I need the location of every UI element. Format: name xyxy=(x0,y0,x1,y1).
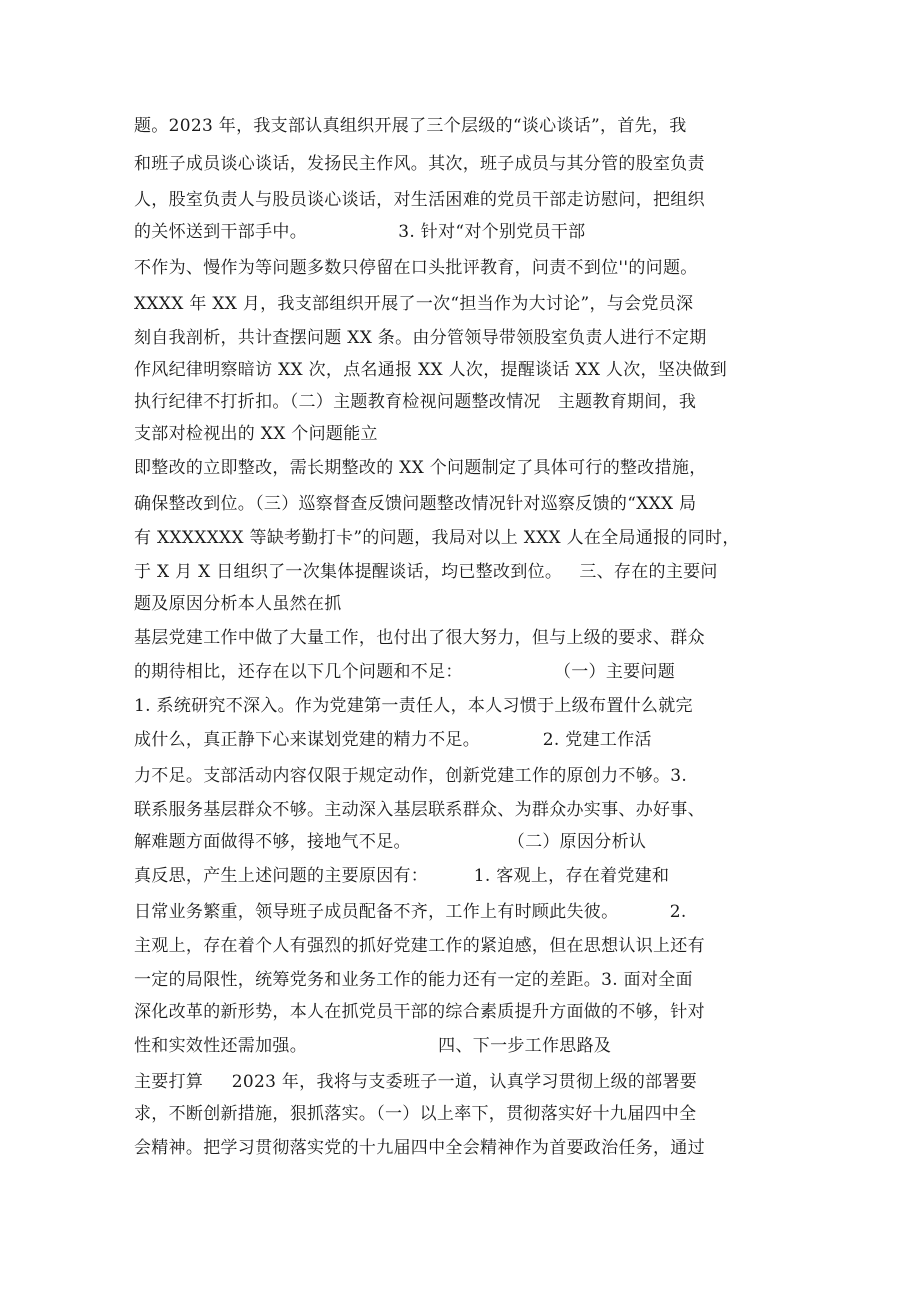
text-line: 不作为、慢作为等问题多数只停留在口头批评教育，问责不到位''的问题。 xyxy=(134,258,698,278)
text-line: 作风纪律明察暗访 XX 次，点名通报 XX 人次，提醒谈话 XX 人次，坚决做到 xyxy=(134,360,728,380)
text-line: 支部对检视出的 XX 个问题能立 xyxy=(134,424,378,444)
text-line: 人，股室负责人与股员谈心谈话，对生活困难的党员干部走访慰问，把组织 xyxy=(134,190,705,210)
text-line: 成什么，真正静下心来谋划党建的精力不足。 2. 党建工作活 xyxy=(134,730,652,750)
text-line: 的期待相比，还存在以下几个问题和不足： （一）主要问题 xyxy=(134,662,676,682)
text-line: 刻自我剖析，共计查摆问题 XX 条。由分管领导带领股室负责人进行不定期 xyxy=(134,328,707,348)
text-line: 真反思，产生上述问题的主要原因有： 1. 客观上，存在着党建和 xyxy=(134,866,670,886)
text-line: 求，不断创新措施，狠抓落实。（一）以上率下，贯彻落实好十九届四中全 xyxy=(134,1104,697,1124)
text-line: 日常业务繁重，领导班子成员配备不齐，工作上有时顾此失彼。 2. xyxy=(134,902,687,922)
text-line: 1. 系统研究不深入。作为党建第一责任人，本人习惯于上级布置什么就完 xyxy=(134,696,693,716)
text-line: 联系服务基层群众不够。主动深入基层联系群众、为群众办实事、办好事、 xyxy=(134,800,705,820)
text-line: 基层党建工作中做了大量工作，也付出了很大努力，但与上级的要求、群众 xyxy=(134,628,705,648)
text-line: 和班子成员谈心谈话，发扬民主作风。其次，班子成员与其分管的股室负责 xyxy=(134,154,705,174)
text-line: 有 XXXXXXX 等缺考勤打卡”的问题，我局对以上 XXX 人在全局通报的同时， xyxy=(134,528,740,548)
text-line: 的关怀送到干部手中。 3. 针对“对个别党员干部 xyxy=(134,222,586,242)
text-line: 深化改革的新形势，本人在抓党员干部的综合素质提升方面做的不够，针对 xyxy=(134,1002,705,1022)
text-line: 题及原因分析本人虽然在抓 xyxy=(134,594,342,614)
text-line: 会精神。把学习贯彻落实党的十九届四中全会精神作为首要政治任务，通过 xyxy=(134,1138,705,1158)
text-line: 主要打算 2023 年，我将与支委班子一道，认真学习贯彻上级的部署要 xyxy=(134,1072,698,1092)
text-line: 于 X 月 X 日组织了一次集体提醒谈话，均已整改到位。 三、存在的主要问 xyxy=(134,562,718,582)
text-line: 力不足。支部活动内容仅限于规定动作，创新党建工作的原创力不够。3. xyxy=(134,766,688,786)
text-line: 解难题方面做得不够，接地气不足。 （二）原因分析认 xyxy=(134,832,647,852)
text-line: 题。2023 年，我支部认真组织开展了三个层级的“谈心谈话”，首先，我 xyxy=(134,116,687,136)
text-line: 主观上，存在着个人有强烈的抓好党建工作的紧迫感，但在思想认识上还有 xyxy=(134,936,705,956)
text-line: 性和实效性还需加强。 四、下一步工作思路及 xyxy=(134,1036,612,1056)
text-line: 确保整改到位。（三）巡察督查反馈问题整改情况针对巡察反馈的“XXX 局 xyxy=(134,494,697,514)
text-line: 即整改的立即整改，需长期整改的 XX 个问题制定了具体可行的整改措施， xyxy=(134,458,707,478)
text-line: XXXX 年 XX 月，我支部组织开展了一次“担当作为大讨论”，与会党员深 xyxy=(134,294,694,314)
text-line: 执行纪律不打折扣。（二）主题教育检视问题整改情况 主题教育期间，我 xyxy=(134,392,697,412)
text-line: 一定的局限性，统筹党务和业务工作的能力还有一定的差距。3. 面对全面 xyxy=(134,970,693,990)
